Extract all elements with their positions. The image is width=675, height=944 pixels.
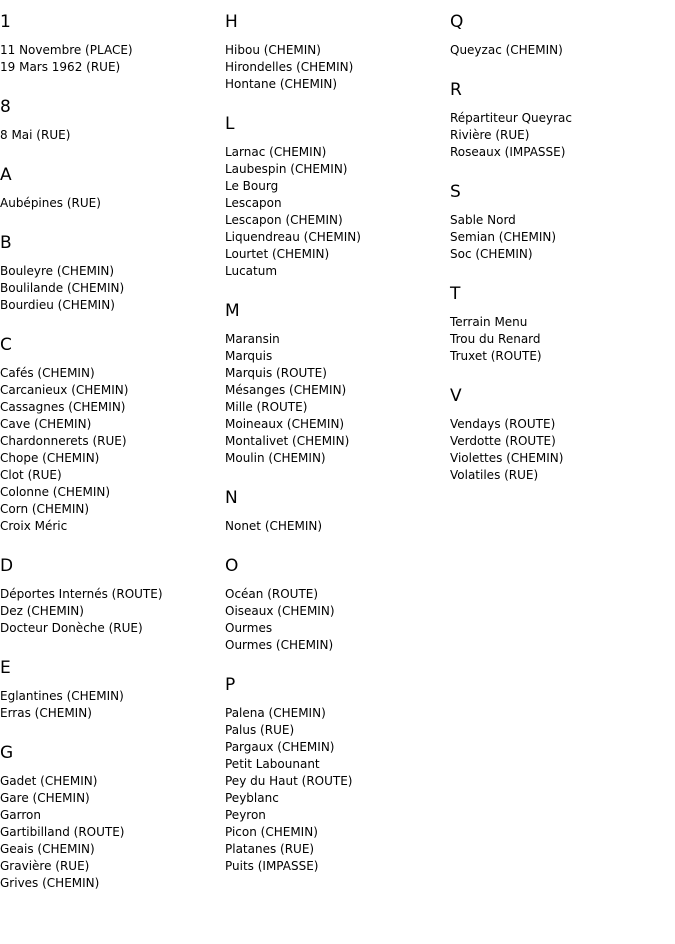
street-link[interactable]: Dez (CHEMIN) [0, 604, 84, 618]
letter-group-d [0, 556, 220, 637]
street-list-item [450, 467, 670, 484]
street-list [450, 42, 670, 59]
street-list-item [0, 280, 220, 297]
letter-heading: N [225, 488, 238, 508]
street-list-item [0, 297, 220, 314]
street-link[interactable]: Mille (ROUTE) [225, 400, 308, 414]
letter-group-s [450, 182, 670, 263]
street-list-item [0, 518, 220, 535]
street-list-item [0, 433, 220, 450]
letter-group-q [450, 12, 670, 59]
letter-heading: 8 [0, 97, 11, 117]
street-list-item [0, 773, 220, 790]
street-list-item [0, 807, 220, 824]
street-link[interactable]: Liquendreau (CHEMIN) [225, 230, 361, 244]
street-link[interactable]: Larnac (CHEMIN) [225, 145, 327, 159]
street-link[interactable]: Mésanges (CHEMIN) [225, 383, 347, 397]
street-link[interactable]: Océan (ROUTE) [225, 587, 319, 601]
street-list-item [0, 450, 220, 467]
street-link[interactable]: Petit Labounant [225, 757, 320, 771]
street-list [450, 212, 670, 263]
street-link[interactable]: Peyblanc [225, 791, 279, 805]
street-list-item [225, 212, 445, 229]
street-list [0, 263, 220, 314]
street-link[interactable]: Oiseaux (CHEMIN) [225, 604, 335, 618]
letter-group-b [0, 233, 220, 314]
letter-heading: H [225, 12, 238, 32]
index-column-1 [0, 12, 220, 913]
street-link[interactable]: Hontane (CHEMIN) [225, 77, 338, 91]
street-list-item [225, 246, 445, 263]
street-link[interactable]: 19 Mars 1962 (RUE) [0, 60, 121, 74]
street-list-item [0, 790, 220, 807]
letter-heading: S [450, 182, 461, 202]
street-list [0, 365, 220, 535]
street-list-item [225, 637, 445, 654]
letter-heading: O [225, 556, 239, 576]
street-link[interactable]: Puits (IMPASSE) [225, 859, 319, 873]
street-link[interactable]: Hirondelles (CHEMIN) [225, 60, 354, 74]
street-link[interactable]: Verdotte (ROUTE) [450, 434, 556, 448]
street-list-item [225, 824, 445, 841]
street-list [0, 127, 220, 144]
street-link[interactable]: Hibou (CHEMIN) [225, 43, 321, 57]
street-link[interactable]: Croix Méric [0, 519, 68, 533]
street-list-item [450, 144, 670, 161]
street-list-item [225, 722, 445, 739]
street-link[interactable]: Nonet (CHEMIN) [225, 519, 323, 533]
street-list-item [225, 263, 445, 280]
street-list-item [450, 331, 670, 348]
street-link[interactable]: Chardonnerets (RUE) [0, 434, 127, 448]
letter-group-a [0, 165, 220, 212]
street-list-item [225, 76, 445, 93]
street-link[interactable]: Palena (CHEMIN) [225, 706, 326, 720]
street-link[interactable]: Lourtet (CHEMIN) [225, 247, 330, 261]
street-link[interactable]: Semian (CHEMIN) [450, 230, 557, 244]
street-link[interactable]: Gadet (CHEMIN) [0, 774, 98, 788]
letter-heading: D [0, 556, 14, 576]
street-list-item [0, 416, 220, 433]
street-list-item [225, 178, 445, 195]
street-list-item [225, 756, 445, 773]
letter-group-c [0, 335, 220, 535]
street-list-item [0, 875, 220, 892]
street-list-item [450, 416, 670, 433]
street-link[interactable]: Ourmes (CHEMIN) [225, 638, 334, 652]
street-list-item [225, 331, 445, 348]
street-list-item [450, 110, 670, 127]
street-link[interactable]: 8 Mai (RUE) [0, 128, 71, 142]
street-link[interactable]: Montalivet (CHEMIN) [225, 434, 350, 448]
street-list-item [0, 824, 220, 841]
street-list-item [0, 484, 220, 501]
street-list-item [225, 399, 445, 416]
letter-group-r [450, 80, 670, 161]
street-list-item [450, 314, 670, 331]
street-list-item [225, 365, 445, 382]
letter-group-v [450, 386, 670, 484]
street-list-item [450, 450, 670, 467]
street-link[interactable]: Laubespin (CHEMIN) [225, 162, 348, 176]
letter-heading: C [0, 335, 12, 355]
street-link[interactable]: Lescapon (CHEMIN) [225, 213, 343, 227]
street-link[interactable]: Grives (CHEMIN) [0, 876, 100, 890]
street-list-item [225, 161, 445, 178]
street-link[interactable]: Terrain Menu [450, 315, 528, 329]
street-list-item [450, 433, 670, 450]
street-list-item [225, 790, 445, 807]
street-list [0, 195, 220, 212]
street-link[interactable]: Geais (CHEMIN) [0, 842, 95, 856]
letter-heading: V [450, 386, 462, 406]
street-link[interactable]: Rivière (RUE) [450, 128, 530, 142]
street-link[interactable]: 11 Novembre (PLACE) [0, 43, 133, 57]
street-link[interactable]: Répartiteur Queyrac [450, 111, 572, 125]
letter-group-h [225, 12, 445, 93]
street-list-item [225, 841, 445, 858]
street-link[interactable]: Ourmes [225, 621, 273, 635]
street-link[interactable]: Bourdieu (CHEMIN) [0, 298, 115, 312]
letter-group-n [225, 488, 445, 535]
street-list-item [0, 365, 220, 382]
letter-heading: R [450, 80, 462, 100]
street-link[interactable]: Pey du Haut (ROUTE) [225, 774, 353, 788]
street-link[interactable]: Maransin [225, 332, 280, 346]
letter-heading: E [0, 658, 11, 678]
street-list [225, 518, 445, 535]
street-list-item [225, 144, 445, 161]
street-list-item [450, 127, 670, 144]
street-list-item [450, 212, 670, 229]
street-link[interactable]: Marquis [225, 349, 273, 363]
street-list-item [0, 688, 220, 705]
street-list [225, 42, 445, 93]
street-link[interactable]: Garron [0, 808, 41, 822]
street-list [0, 773, 220, 892]
street-list-item [225, 416, 445, 433]
street-link[interactable]: Gravière (RUE) [0, 859, 90, 873]
street-link[interactable]: Déportes Internés (ROUTE) [0, 587, 163, 601]
street-link[interactable]: Picon (CHEMIN) [225, 825, 318, 839]
street-list [0, 586, 220, 637]
letter-heading: T [450, 284, 461, 304]
street-list-item [450, 348, 670, 365]
letter-group-g [0, 743, 220, 892]
street-list-item [225, 739, 445, 756]
street-link[interactable]: Aubépines (RUE) [0, 196, 101, 210]
street-link[interactable]: Gare (CHEMIN) [0, 791, 90, 805]
street-link[interactable]: Carcanieux (CHEMIN) [0, 383, 129, 397]
index-column-3 [450, 12, 670, 505]
street-list-item [450, 229, 670, 246]
street-link[interactable]: Sable Nord [450, 213, 516, 227]
street-link[interactable]: Trou du Renard [450, 332, 541, 346]
street-link[interactable]: Docteur Donèche (RUE) [0, 621, 143, 635]
street-list-item [225, 450, 445, 467]
street-list-item [0, 603, 220, 620]
street-link[interactable]: Clot (RUE) [0, 468, 62, 482]
street-list [450, 110, 670, 161]
street-list-item [0, 705, 220, 722]
street-list-item [225, 382, 445, 399]
street-link[interactable]: Cafés (CHEMIN) [0, 366, 95, 380]
street-link[interactable]: Gartibilland (ROUTE) [0, 825, 125, 839]
street-list-item [0, 263, 220, 280]
street-list [0, 688, 220, 722]
street-list-item [225, 705, 445, 722]
street-list-item [225, 42, 445, 59]
street-link[interactable]: Erras (CHEMIN) [0, 706, 92, 720]
street-list-item [225, 59, 445, 76]
letter-group-o [225, 556, 445, 654]
street-list [0, 42, 220, 76]
street-list [225, 331, 445, 467]
street-list-item [0, 467, 220, 484]
street-list-item [0, 620, 220, 637]
street-link[interactable]: Peyron [225, 808, 266, 822]
letter-heading: 1 [0, 12, 11, 32]
street-list-item [225, 773, 445, 790]
street-link[interactable]: Lucatum [225, 264, 278, 278]
letter-heading: B [0, 233, 12, 253]
letter-group-1 [0, 12, 220, 76]
letter-heading: Q [450, 12, 464, 32]
street-list-item [225, 229, 445, 246]
street-link[interactable]: Cassagnes (CHEMIN) [0, 400, 126, 414]
street-link[interactable]: Palus (RUE) [225, 723, 295, 737]
street-link[interactable]: Marquis (ROUTE) [225, 366, 327, 380]
street-link[interactable]: Volatiles (RUE) [450, 468, 539, 482]
street-link[interactable]: Moulin (CHEMIN) [225, 451, 326, 465]
street-link[interactable]: Colonne (CHEMIN) [0, 485, 111, 499]
letter-group-e [0, 658, 220, 722]
letter-group-8 [0, 97, 220, 144]
street-link[interactable]: Cave (CHEMIN) [0, 417, 92, 431]
letter-heading: P [225, 675, 236, 695]
street-list-item [225, 586, 445, 603]
street-link[interactable]: Pargaux (CHEMIN) [225, 740, 335, 754]
street-list-item [225, 858, 445, 875]
letter-group-t [450, 284, 670, 365]
street-list-item [225, 433, 445, 450]
street-list-item [225, 603, 445, 620]
street-link[interactable]: Platanes (RUE) [225, 842, 315, 856]
street-list [225, 144, 445, 280]
street-list-item [225, 518, 445, 535]
street-list-item [225, 807, 445, 824]
street-list-item [225, 620, 445, 637]
street-link[interactable]: Soc (CHEMIN) [450, 247, 533, 261]
letter-heading: A [0, 165, 12, 185]
street-list-item [0, 399, 220, 416]
street-list-item [0, 59, 220, 76]
street-list-item [0, 127, 220, 144]
street-link[interactable]: Boulilande (CHEMIN) [0, 281, 125, 295]
street-link[interactable]: Le Bourg [225, 179, 279, 193]
street-link[interactable]: Violettes (CHEMIN) [450, 451, 564, 465]
street-list-item [0, 586, 220, 603]
street-list-item [450, 42, 670, 59]
street-list-item [0, 858, 220, 875]
street-list [225, 705, 445, 875]
street-link[interactable]: Eglantines (CHEMIN) [0, 689, 124, 703]
street-link[interactable]: Lescapon [225, 196, 282, 210]
street-list-item [450, 246, 670, 263]
street-list-item [225, 195, 445, 212]
street-link[interactable]: Moineaux (CHEMIN) [225, 417, 345, 431]
letter-group-p [225, 675, 445, 875]
letter-heading: M [225, 301, 240, 321]
street-list [450, 314, 670, 365]
street-link[interactable]: Chope (CHEMIN) [0, 451, 100, 465]
street-link[interactable]: Corn (CHEMIN) [0, 502, 90, 516]
letter-group-l [225, 114, 445, 280]
street-list-item [0, 382, 220, 399]
letter-heading: L [225, 114, 235, 134]
letter-group-m [225, 301, 445, 467]
street-link[interactable]: Queyzac (CHEMIN) [450, 43, 563, 57]
street-list-item [0, 195, 220, 212]
street-link[interactable]: Vendays (ROUTE) [450, 417, 556, 431]
letter-heading: G [0, 743, 14, 763]
street-link[interactable]: Roseaux (IMPASSE) [450, 145, 566, 159]
index-column-2 [225, 12, 445, 896]
street-link[interactable]: Bouleyre (CHEMIN) [0, 264, 115, 278]
street-list-item [225, 348, 445, 365]
street-link[interactable]: Truxet (ROUTE) [450, 349, 542, 363]
street-list [450, 416, 670, 484]
street-list [225, 586, 445, 654]
street-list-item [0, 42, 220, 59]
street-list-item [0, 501, 220, 518]
street-list-item [0, 841, 220, 858]
